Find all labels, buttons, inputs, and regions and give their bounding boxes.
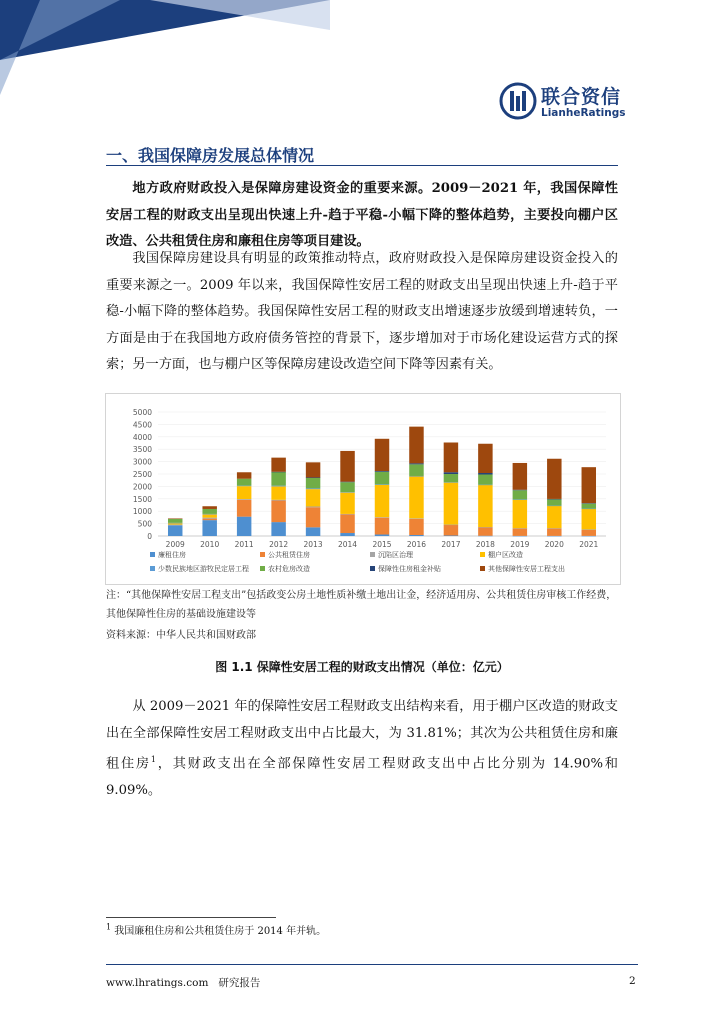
legend-swatch	[480, 552, 485, 557]
bar-segment	[547, 536, 561, 537]
x-tick-label: 2019	[510, 540, 530, 549]
bar-segment	[306, 489, 320, 506]
bar-segment	[306, 477, 320, 478]
legend-label: 棚户区改造	[488, 551, 523, 559]
bar-segment	[582, 529, 596, 530]
structure-paragraph-part-b: ，其财政支出在全部保障性安居工程财政支出中占比分别为 14.90%和 9.09%。	[106, 756, 618, 798]
bar-segment	[271, 486, 285, 487]
y-tick-label: 1000	[132, 507, 152, 517]
bar-segment	[202, 514, 216, 517]
y-tick-label: 4000	[132, 432, 152, 442]
bar-segment	[513, 499, 527, 500]
bar-segment	[513, 528, 527, 535]
x-tick-label: 2012	[269, 540, 289, 549]
bar-segment	[202, 520, 216, 536]
bar-segment	[340, 514, 354, 515]
bar-segment	[444, 472, 458, 474]
bar-segment	[340, 482, 354, 492]
footnote-rule	[106, 917, 276, 918]
bar-segment	[478, 527, 492, 528]
bar-segment	[271, 501, 285, 523]
x-tick-label: 2017	[441, 540, 461, 549]
logo-english-text: LianheRatings	[541, 107, 626, 119]
bar-segment	[478, 527, 492, 535]
y-tick-label: 1500	[132, 494, 152, 504]
legend-label: 其他保障性安居工程支出	[488, 565, 565, 573]
bar-segment	[513, 490, 527, 491]
bar-segment	[513, 463, 527, 490]
bar-segment	[340, 451, 354, 482]
bar-segment	[547, 506, 561, 507]
legend-swatch	[150, 566, 155, 571]
y-tick-label: 3500	[132, 445, 152, 455]
bar-segment	[444, 482, 458, 483]
bar-segment	[168, 519, 182, 523]
bar-segment	[478, 536, 492, 537]
figure-source: 资料来源：中华人民共和国财政部	[106, 630, 256, 641]
legend-label: 少数民族地区游牧民定居工程	[158, 565, 249, 573]
bar-segment	[340, 514, 354, 533]
bar-segment	[271, 458, 285, 472]
legend-label: 沉陷区治理	[378, 551, 413, 559]
footnote	[106, 922, 326, 937]
bar-segment	[271, 486, 285, 499]
bar-segment	[547, 528, 561, 529]
stacked-bar-chart	[106, 394, 622, 586]
expenditure-chart	[105, 393, 621, 585]
bar-segment	[375, 484, 389, 485]
footnote-mark: 1	[106, 922, 112, 932]
bar-segment	[237, 486, 251, 499]
section-title: 一、我国保障房发展总体情况	[106, 146, 315, 165]
bar-segment	[271, 500, 285, 501]
footer-left	[106, 975, 260, 990]
bar-segment	[409, 427, 423, 464]
bar-segment	[202, 518, 216, 519]
logo-chinese-text: 联合资信	[541, 86, 622, 108]
bar-segment	[582, 536, 596, 537]
legend-swatch	[260, 552, 265, 557]
bar-segment	[375, 518, 389, 535]
bar-segment	[237, 499, 251, 500]
bar-segment	[409, 464, 423, 476]
footer-label: 研究报告	[218, 977, 261, 989]
y-tick-label: 4500	[132, 420, 152, 430]
bar-segment	[375, 439, 389, 471]
bar-segment	[582, 509, 596, 510]
bar-segment	[409, 519, 423, 535]
legend-swatch	[370, 552, 375, 557]
bar-segment	[168, 525, 182, 536]
bar-segment	[582, 503, 596, 504]
bar-segment	[513, 500, 527, 529]
footnote-text: 我国廉租住房和公共租赁住房于 2014 年并轨。	[114, 926, 327, 937]
structure-paragraph	[106, 694, 618, 804]
bar-segment	[513, 528, 527, 529]
bar-segment	[375, 517, 389, 518]
bar-segment	[168, 525, 182, 526]
bar-segment	[306, 506, 320, 507]
bar-segment	[306, 478, 320, 489]
bar-segment	[237, 486, 251, 487]
legend-label: 公共租赁住房	[268, 551, 310, 559]
bar-segment	[202, 506, 216, 509]
body-paragraph: 我国保障房建设具有明显的政策推动特点，政府财政投入是保障房建设资金投入的重要来源之一。2009 年以来，我国保障性安居工程的财政支出呈现出快速上升-趋于平稳-小幅下降的整体趋势。我国保障性安居工程的财政支出增速逐步放缓到增速转负，一方面是由于在我国地方政府债务管控的背景下，逐步增加对于市场化建设运营方式的探索；另一方面，也与棚户区等保障房建设改造空间下降等因素有关。	[106, 251, 618, 372]
lead-paragraph: 地方政府财政投入是保障房建设资金的重要来源。2009－2021 年，我国保障性安居工程的财政支出呈现出快速上升-趋于平稳-小幅下降的整体趋势，主要投向棚户区改造、公共租赁住房和廉租住房等项目建设。	[106, 181, 618, 249]
bar-segment	[202, 509, 216, 514]
bar-segment	[237, 479, 251, 486]
bar-segment	[444, 536, 458, 537]
bar-segment	[271, 472, 285, 473]
bar-segment	[444, 443, 458, 473]
bar-segment	[375, 485, 389, 517]
bar-segment	[306, 527, 320, 536]
bar-segment	[306, 488, 320, 489]
bar-segment	[409, 463, 423, 464]
legend-swatch	[480, 566, 485, 571]
footer-site-link[interactable]: www.lhratings.com	[106, 977, 209, 989]
y-tick-label: 0	[147, 532, 152, 541]
bar-segment	[375, 472, 389, 485]
bar-segment	[340, 482, 354, 483]
bar-segment	[444, 474, 458, 482]
page-number: 2	[629, 975, 636, 987]
bar-segment	[582, 509, 596, 530]
bar-segment	[306, 462, 320, 477]
bar-segment	[409, 518, 423, 519]
header-corner-decoration	[0, 0, 330, 95]
bar-segment	[547, 528, 561, 535]
bar-segment	[582, 467, 596, 503]
bar-segment	[168, 518, 182, 519]
bar-segment	[375, 471, 389, 472]
x-tick-label: 2013	[303, 540, 323, 549]
bar-segment	[478, 485, 492, 486]
y-tick-label: 2000	[132, 482, 152, 492]
footer-rule	[106, 964, 638, 965]
lianhe-logo	[499, 82, 639, 124]
bar-segment	[478, 473, 492, 474]
bar-segment	[202, 519, 216, 520]
bar-segment	[547, 506, 561, 528]
bar-segment	[375, 535, 389, 536]
bar-segment	[478, 474, 492, 484]
bar-segment	[582, 504, 596, 509]
y-tick-label: 3000	[132, 457, 152, 467]
y-tick-label: 500	[137, 519, 152, 529]
x-tick-label: 2015	[372, 540, 392, 549]
bar-segment	[409, 535, 423, 536]
structure-paragraph-part-a: 从 2009－2021 年的保障性安居工程财政支出结构来看，用于棚户区改造的财政支出在全部保障性安居工程财政支出中占比最大，为 31.81%；其次为公共租赁住房和廉租住房	[106, 699, 618, 772]
figure-note: 注：“其他保障性安居工程支出”包括政变公房土地性质补缴土地出让金，经济适用房、公共租赁住房审核工作经费，其他保障性住房的基础设施建设等	[106, 590, 617, 620]
bar-segment	[271, 472, 285, 486]
section-title-rule	[106, 165, 618, 166]
bar-segment	[409, 476, 423, 477]
lianhe-logo-icon	[499, 82, 537, 120]
x-tick-label: 2020	[544, 540, 564, 549]
x-tick-label: 2011	[234, 540, 254, 549]
bar-segment	[237, 517, 251, 536]
bar-segment	[582, 530, 596, 536]
bar-segment	[271, 522, 285, 536]
bar-segment	[340, 493, 354, 514]
legend-label: 廉租住房	[158, 551, 186, 559]
figure-caption: 图 1.1 保障性安居工程的财政支出情况（单位：亿元）	[215, 660, 509, 674]
bar-segment	[478, 485, 492, 527]
legend-swatch	[370, 566, 375, 571]
bar-segment	[237, 500, 251, 517]
footnote-ref[interactable]: 1	[150, 755, 156, 764]
bar-segment	[444, 482, 458, 524]
y-tick-label: 2500	[132, 470, 152, 479]
bar-segment	[478, 444, 492, 473]
bar-segment	[444, 525, 458, 536]
bar-segment	[168, 523, 182, 524]
legend-label: 农村危房改造	[268, 565, 310, 573]
x-tick-label: 2018	[475, 540, 495, 549]
bar-segment	[547, 499, 561, 500]
bar-segment	[237, 472, 251, 478]
bar-segment	[547, 499, 561, 505]
bar-segment	[513, 536, 527, 537]
x-tick-label: 2016	[406, 540, 427, 549]
x-tick-label: 2014	[337, 540, 358, 549]
legend-swatch	[150, 552, 155, 557]
x-tick-label: 2009	[165, 540, 185, 549]
legend-label: 保障性住房租金补贴	[378, 565, 441, 573]
y-tick-label: 5000	[132, 408, 152, 417]
bar-segment	[513, 490, 527, 499]
bar-segment	[202, 514, 216, 515]
bar-segment	[547, 459, 561, 499]
x-tick-label: 2010	[200, 540, 220, 549]
bar-segment	[306, 507, 320, 527]
bar-segment	[340, 492, 354, 493]
x-tick-label: 2021	[579, 540, 599, 549]
bar-segment	[409, 476, 423, 518]
bar-segment	[444, 525, 458, 526]
bar-segment	[340, 533, 354, 536]
legend-swatch	[260, 566, 265, 571]
